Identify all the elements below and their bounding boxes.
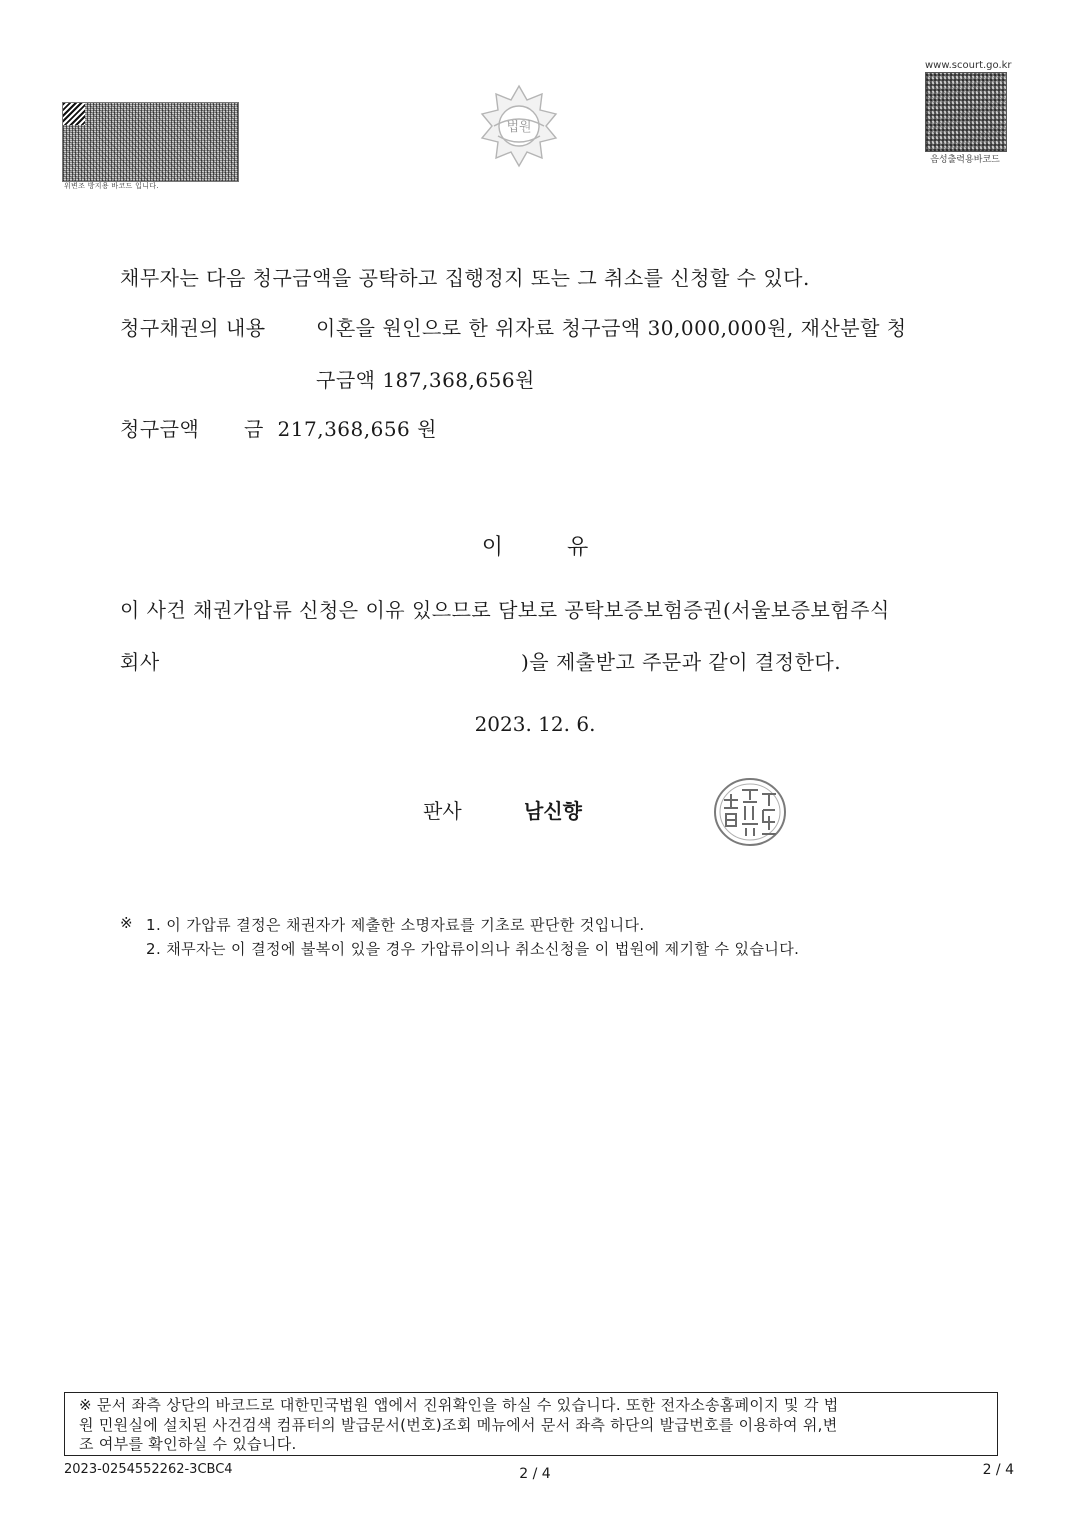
judge-name: 남신향 — [524, 799, 582, 823]
claim-content-line-2: 구금액 187,368,656원 — [316, 368, 535, 392]
voice-output-barcode — [925, 72, 1007, 152]
page-number-center: 2 / 4 — [519, 1466, 551, 1482]
anti-forgery-barcode — [62, 102, 239, 182]
deposit-notice-line: 채무자는 다음 청구금액을 공탁하고 집행정지 또는 그 취소를 신청할 수 있다. — [120, 266, 810, 290]
reason-heading — [0, 530, 1070, 561]
note-mark: ※ — [120, 914, 133, 932]
reason-heading-char-2: 유 — [567, 535, 589, 560]
court-emblem — [474, 82, 564, 172]
verification-notice-box — [64, 1392, 998, 1456]
note-2: 2. 채무자는 이 결정에 불복이 있을 경우 가압류이의나 취소신청을 이 법원에 제기할 수 있습니다. — [146, 940, 800, 958]
issue-number: 2023-0254552262-3CBC4 — [64, 1462, 233, 1477]
verification-notice-line-3: 조 여부를 확인하실 수 있습니다. — [79, 1435, 297, 1453]
note-1: 1. 이 가압류 결정은 채권자가 제출한 소명자료를 기초로 판단한 것입니다. — [146, 916, 645, 934]
claim-content-label: 청구채권의 내용 — [120, 316, 266, 340]
judge-seal-stamp — [712, 776, 788, 848]
qr-caption: 음성출력용바코드 — [930, 155, 1000, 165]
reason-line-2-start: 회사 — [120, 650, 160, 674]
reason-heading-char-1: 이 — [481, 535, 503, 560]
barcode-corner-mark — [63, 103, 85, 125]
verification-notice-line-2: 원 민원실에 설치된 사건검색 컴퓨터의 발급문서(번호)조회 메뉴에서 문서 좌측 하단의 발급번호를 이용하여 위,변 — [79, 1415, 838, 1434]
page-number-right: 2 / 4 — [982, 1462, 1014, 1478]
claim-amount-value: 금 217,368,656 원 — [244, 417, 437, 441]
reason-line-2-end: )을 제출받고 주문과 같이 결정한다. — [521, 650, 842, 674]
court-url: www.scourt.go.kr — [925, 60, 1012, 71]
verification-notice-line-1: ※ 문서 좌측 상단의 바코드로 대한민국법원 앱에서 진위확인을 하실 수 있습니다. 또한 전자소송홈페이지 및 각 법 — [79, 1396, 839, 1414]
seal-text: 법원 — [506, 120, 532, 135]
claim-amount-label: 청구금액 — [120, 417, 200, 441]
reason-line-1: 이 사건 채권가압류 신청은 이유 있으므로 담보로 공탁보증보험증권(서울보증보험주식 — [120, 598, 890, 622]
judge-title: 판사 — [423, 799, 462, 823]
claim-content-line-1: 이혼을 원인으로 한 위자료 청구금액 30,000,000원, 재산분할 청 — [316, 316, 907, 340]
barcode-caption: 위변조 방지용 바코드 입니다. — [64, 182, 159, 190]
decision-date: 2023. 12. 6. — [474, 712, 596, 736]
